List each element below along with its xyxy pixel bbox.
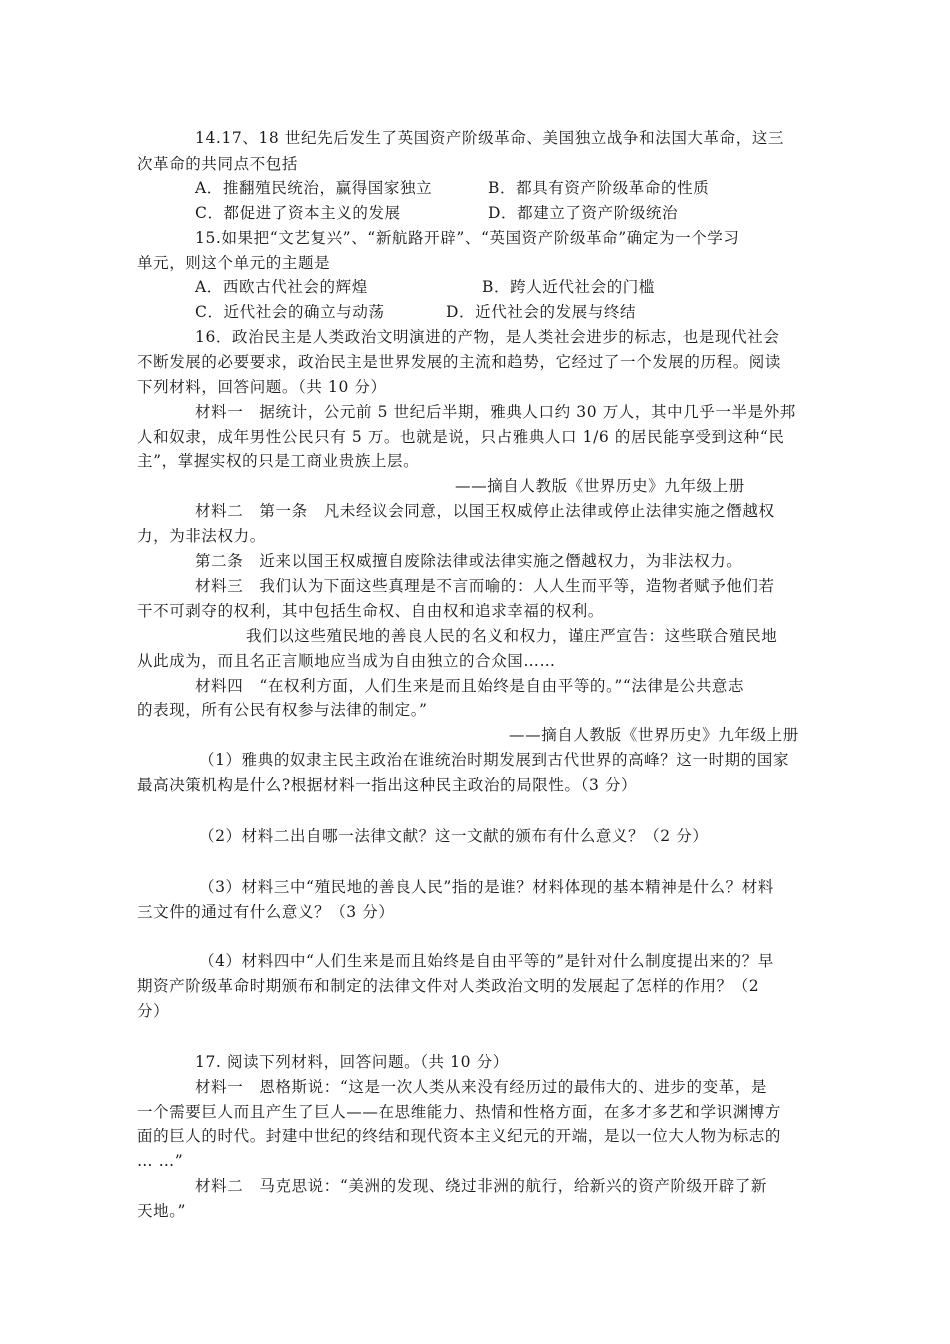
q17-material-1-line-2: 一个需要巨人而且产生了巨人——在思维能力、热情和性格方面，在多才多艺和学识渊博方 (137, 1103, 782, 1121)
q14-stem-line-2: 次革命的共同点不包括 (137, 155, 299, 173)
q16-material-3-line-4: 从此成为，而且名正言顺地应当成为自由独立的合众国…… (137, 652, 556, 670)
q15-stem-line-2: 单元，则这个单元的主题是 (137, 254, 331, 272)
q16-material-3-line-3: 我们以这些殖民地的善良人民的名义和权力，谨庄严宣告：这些联合殖民地 (246, 627, 778, 645)
q16-material-2-line-1: 材料二 第一条 凡未经议会同意，以国王权威停止法律或停止法律实施之僭越权 (195, 502, 775, 520)
q16-subquestion-4-line-1: （4）材料四中“人们生来是而且始终是自由平等的”是针对什么制度提出来的？早 (199, 952, 774, 970)
q16-material-3-line-1: 材料三 我们认为下面这些真理是不言而喻的：人人生而平等，造物者赋予他们若 (195, 577, 775, 595)
q16-material-2-line-3: 第二条 近来以国王权威擅自废除法律或法律实施之僭越权力，为非法权力。 (195, 552, 743, 570)
q16-subquestion-4-line-2: 期资产阶级革命时期颁布和制定的法律文件对人类政治文明的发展起了怎样的作用？（2 (137, 977, 760, 995)
q15-option-c: C．近代社会的确立与动荡 (195, 303, 385, 321)
q16-material-1-source: ——摘自人教版《世界历史》九年级上册 (455, 477, 745, 495)
q16-material-3-line-2: 干不可剥夺的权利，其中包括生命权、自由权和追求幸福的权利。 (137, 602, 604, 620)
q16-subquestion-4-line-3: 分） (137, 1002, 170, 1020)
q17-material-1-line-3: 面的巨人的时代。封建中世纪的终结和现代资本主义纪元的开端，是以一位大人物为标志的 (137, 1127, 782, 1145)
q16-intro-line-3: 下列材料，回答问题。（共 10 分） (137, 378, 387, 396)
q16-material-1-line-3: 主”，掌握实权的只是工商业贵族上层。 (137, 452, 420, 470)
q16-material-1-line-2: 人和奴隶，成年男性公民只有 5 万。也就是说，只占雅典人口 1/6 的居民能享受到这种“民 (137, 428, 785, 446)
q16-subquestion-2: （2）材料二出自哪一法律文献？这一文献的颁布有什么意义？（2 分） (199, 827, 709, 845)
q16-subquestion-1-line-1: （1）雅典的奴隶主民主政治在谁统治时期发展到古代世界的高峰？这一时期的国家 (199, 751, 790, 769)
q16-material-4-source: ——摘自人教版《世界历史》九年级上册 (509, 726, 799, 744)
q17-material-1-line-4: … …” (137, 1152, 184, 1170)
q16-subquestion-3-line-1: （3）材料三中“殖民地的善良人民”指的是谁？材料体现的基本精神是什么？材料 (199, 878, 774, 896)
q16-material-1-line-1: 材料一 据统计，公元前 5 世纪后半期，雅典人口约 30 万人，其中几乎一半是外邦 (195, 403, 796, 421)
q15-stem-line-1: 15.如果把“文艺复兴”、“新航路开辟”、“英国资产阶级革命”确定为一个学习 (195, 229, 740, 247)
q14-stem-line-1: 14.17、18 世纪先后发生了英国资产阶级革命、美国独立战争和法国大革命，这三 (195, 129, 785, 147)
q15-option-d: D．近代社会的发展与终结 (446, 303, 637, 321)
q15-option-b: B．跨人近代社会的门槛 (482, 278, 655, 296)
q15-option-a: A．西欧古代社会的辉煌 (195, 278, 368, 296)
q17-material-2-line-2: 天地。” (137, 1202, 187, 1220)
q17-material-2-line-1: 材料二 马克思说：“美洲的发现、绕过非洲的航行，给新兴的资产阶级开辟了新 (195, 1177, 768, 1195)
q16-intro-line-1: 16．政治民主是人类政治文明演进的产物，是人类社会进步的标志，也是现代社会 (195, 328, 780, 346)
q16-material-4-line-1: 材料四 “在权利方面，人们生来是而且始终是自由平等的。”“法律是公共意志 (195, 677, 745, 695)
q14-option-d: D．都建立了资产阶级统治 (488, 204, 679, 222)
q14-option-b: B．都具有资产阶级革命的性质 (488, 179, 710, 197)
q16-material-4-line-2: 的表现，所有公民有权参与法律的制定。” (137, 701, 428, 719)
q14-option-c: C．都促进了资本主义的发展 (195, 204, 401, 222)
q14-option-a: A．推翻殖民统治，赢得国家独立 (195, 179, 433, 197)
q16-subquestion-3-line-2: 三文件的通过有什么意义？（3 分） (137, 903, 395, 921)
q16-subquestion-1-line-2: 最高决策机构是什么?根据材料一指出这种民主政治的局限性。（3 分） (137, 776, 638, 794)
q17-material-1-line-1: 材料一 恩格斯说：“这是一次人类从来没有经历过的最伟大的、进步的变革，是 (195, 1078, 768, 1096)
q17-intro: 17. 阅读下列材料，回答问题。（共 10 分） (195, 1053, 509, 1071)
q16-intro-line-2: 不断发展的必要要求，政治民主是世界发展的主流和趋势，它经过了一个发展的历程。阅读 (137, 353, 782, 371)
q16-material-2-line-2: 力，为非法权力。 (137, 527, 266, 545)
